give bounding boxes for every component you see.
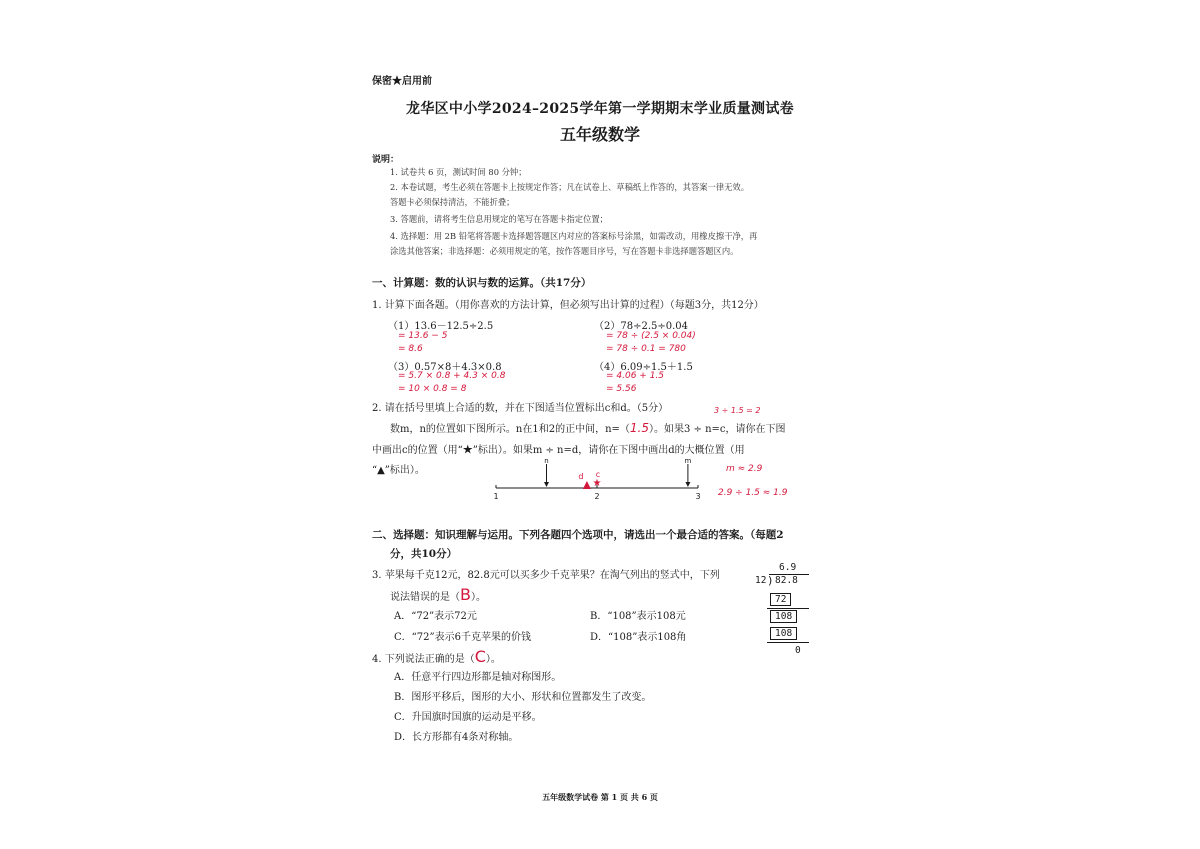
q2-line-1-text: 数m，n的位置如下图所示。n在1和2的正中间，n=（ bbox=[390, 424, 630, 435]
calc-2-work-2: = 78 ÷ 0.1 = 780 bbox=[606, 344, 686, 354]
q4-option-c: C．升国旗时国旗的运动是平移。 bbox=[394, 712, 542, 723]
q3-option-d: D．“108”表示108角 bbox=[590, 632, 687, 643]
exam-title: 龙华区中小学2024–2025学年第一学期期末学业质量测试卷 bbox=[406, 101, 794, 117]
division-dividend: 82.8 bbox=[775, 575, 798, 586]
division-line-2 bbox=[767, 642, 809, 643]
section-2-title: 二、选择题：知识理解与运用。下列各题四个选项中，请选出一个最合适的答案。（每题2 bbox=[372, 529, 784, 541]
calc-3-work-2: = 10 × 0.8 = 8 bbox=[398, 384, 467, 394]
q4-answer: C bbox=[474, 647, 486, 666]
number-line-tick-label: 2 bbox=[594, 492, 600, 501]
calc-4-work-1: = 4.06 + 1.5 bbox=[606, 371, 665, 381]
hw-note-m: m ≈ 2.9 bbox=[726, 464, 763, 474]
division-bracket: ) bbox=[767, 574, 774, 587]
q2-line-2: 中画出c的位置（用“★”标出）。如果m ÷ n=d，请你在下图中画出d的大概位置（用 bbox=[372, 445, 745, 456]
question-3-stem: 3. 苹果每千克12元，82.8元可以买多少千克苹果？在淘气列出的竖式中，下列 bbox=[372, 570, 720, 581]
long-division bbox=[755, 562, 815, 662]
calc-3-work-1: = 5.7 × 0.8 + 4.3 × 0.8 bbox=[398, 371, 506, 381]
division-quotient: 6.9 bbox=[779, 562, 797, 573]
note-line: 4. 选择题：用 2B 铅笔将答题卡选择题答题区内对应的答案标号涂黑，如需改动，用橡皮擦干净，再 bbox=[390, 231, 758, 241]
division-step-1: 72 bbox=[770, 593, 791, 606]
exam-subtitle: 五年级数学 bbox=[559, 125, 640, 144]
q3-stem-2b-text: ）。 bbox=[470, 592, 486, 603]
q2-answer-n: 1.5 bbox=[629, 421, 650, 435]
note-line: 2. 本卷试题，考生必须在答题卡上按规定作答；凡在试卷上、草稿纸上作答的，其答案一律无效。 bbox=[390, 182, 750, 192]
division-line-1 bbox=[767, 608, 809, 609]
mark-d-label: d bbox=[578, 472, 584, 481]
q2-line-1 bbox=[390, 420, 786, 435]
note-line: 3. 答题前，请将考生信息用规定的笔写在答题卡指定位置； bbox=[390, 214, 608, 224]
q2-line-1b-text: ）。如果3 ÷ n=c，请你在下图 bbox=[649, 424, 786, 435]
calc-2-label: （2）78÷2.5÷0.04 bbox=[594, 321, 689, 332]
number-line bbox=[480, 456, 720, 506]
division-divisor: 12 bbox=[755, 575, 767, 586]
notes-heading: 说明： bbox=[372, 155, 400, 165]
section-1-title: 一、计算题：数的认识与数的运算。（共17分） bbox=[372, 277, 592, 289]
q4-option-a: A．任意平行四边形都是轴对称图形。 bbox=[394, 672, 562, 683]
q3-option-c: C．“72”表示6千克苹果的价钱 bbox=[394, 632, 531, 643]
point-n-label: n bbox=[544, 457, 549, 465]
note-line: 1. 试卷共 6 页，测试时间 80 分钟； bbox=[390, 167, 527, 177]
calc-1-work-2: = 8.6 bbox=[398, 344, 423, 354]
exam-page bbox=[360, 60, 840, 820]
mark-c-label: c bbox=[595, 470, 601, 479]
q4-stem-b-text: ）。 bbox=[485, 654, 501, 665]
mark-c-star: ★ bbox=[592, 478, 602, 489]
page-footer: 五年级数学试卷 第 1 页 共 6 页 bbox=[542, 792, 658, 802]
division-remainder: 0 bbox=[795, 645, 801, 656]
question-4-stem bbox=[372, 647, 501, 666]
calc-3-label: （3）0.57×8＋4.3×0.8 bbox=[388, 362, 502, 373]
calc-4-label: （4）6.09÷1.5＋1.5 bbox=[594, 362, 693, 373]
number-line-tick-label: 1 bbox=[493, 492, 499, 501]
q4-option-b: B．图形平移后，图形的大小、形状和位置都发生了改变。 bbox=[394, 692, 652, 703]
note-line: 涂选其他答案；非选择题：必须用规定的笔，按作答题目序号，写在答题卡非选择题答题区内。 bbox=[390, 246, 739, 256]
hw-note-d: 2.9 ÷ 1.5 ≈ 1.9 bbox=[718, 488, 788, 498]
section-2-title-2: 分，共10分） bbox=[390, 548, 458, 560]
note-line: 答题卡必须保持清洁，不能折叠； bbox=[390, 197, 515, 207]
calc-1-label: （1）13.6－12.5÷2.5 bbox=[388, 321, 494, 332]
q3-option-a: A．“72”表示72元 bbox=[394, 611, 477, 622]
question-3-stem-2 bbox=[390, 585, 486, 604]
question-2-stem: 2. 请在括号里填上合适的数，并在下图适当位置标出c和d。（5分） bbox=[372, 403, 669, 414]
q4-stem-text: 4. 下列说法正确的是（ bbox=[372, 654, 475, 665]
division-step-3: 108 bbox=[770, 627, 797, 640]
calc-2-work-1: = 78 ÷ (2.5 × 0.04) bbox=[606, 331, 696, 341]
q4-option-d: D．长方形都有4条对称轴。 bbox=[394, 732, 519, 743]
q3-answer: B bbox=[460, 585, 471, 604]
q3-option-b: B．“108”表示108元 bbox=[590, 611, 686, 622]
point-m-label: m bbox=[684, 457, 692, 465]
number-line-tick-label: 3 bbox=[695, 492, 701, 501]
calc-4-work-2: = 5.56 bbox=[606, 384, 637, 394]
q2-line-3: “▲”标出）。 bbox=[372, 465, 425, 476]
division-step-2: 108 bbox=[770, 610, 797, 623]
mark-d-triangle bbox=[583, 481, 591, 489]
confidential-label: 保密★启用前 bbox=[372, 76, 432, 87]
q2-side-note: 3 ÷ 1.5 = 2 bbox=[714, 406, 761, 415]
question-1-stem: 1. 计算下面各题。（用你喜欢的方法计算，但必须写出计算的过程）（每题3分，共12分） bbox=[372, 300, 764, 311]
point-n-arrowhead bbox=[544, 482, 549, 487]
calc-1-work-1: = 13.6 − 5 bbox=[398, 331, 448, 341]
point-m-arrowhead bbox=[685, 482, 690, 487]
q3-stem-2-text: 说法错误的是（ bbox=[390, 592, 460, 603]
